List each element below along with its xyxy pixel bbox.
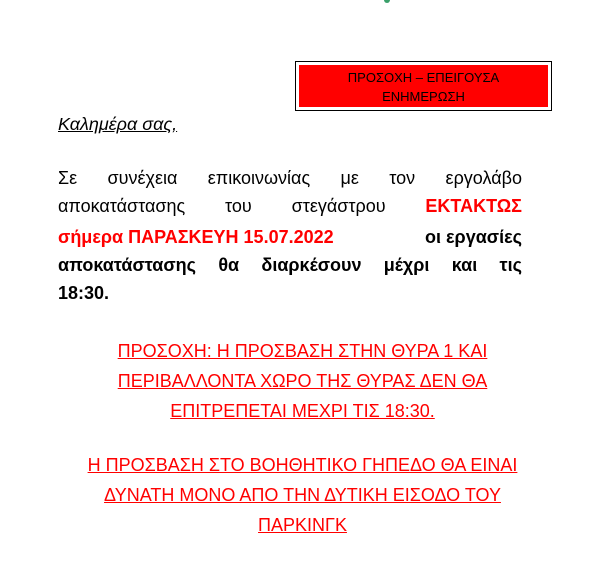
body-line-5 [58, 283, 522, 303]
body-paragraph [58, 168, 522, 303]
body-word: και [451, 255, 478, 275]
end-time: 18:30. [58, 283, 110, 303]
body-line-2 [58, 196, 522, 216]
notice-line: ΠΑΡΚΙΝΓΚ [258, 515, 347, 535]
body-word: του [225, 196, 252, 216]
urgent-notice-fill [299, 65, 548, 107]
notice-line: ΠΕΡΙΒΑΛΛΟΝΤΑ ΧΩΡΟ ΤΗΣ ΘΥΡΑΣ ΔΕΝ ΘΑ [117, 371, 488, 391]
greeting: Καλημέρα σας, [58, 114, 178, 134]
auxiliary-field-notice [20, 450, 585, 540]
notice-line: ΔΥΝΑΤΗ ΜΟΝΟ ΑΠΟ ΤΗΝ ΔΥΤΙΚΗ ΕΙΣΟΔΟ ΤΟΥ [104, 485, 501, 505]
body-word: θα [218, 255, 240, 275]
decorative-accent [384, 0, 390, 3]
notice-line: Η ΠΡΟΣΒΑΣΗ ΣΤΟ ΒΟΗΘΗΤΙΚΟ ΓΗΠΕΔΟ ΘΑ ΕΙΝΑΙ [87, 455, 518, 475]
body-word: επικοινωνίας [207, 168, 311, 188]
body-text: οι εργασίες [425, 227, 522, 247]
urgent-notice-line-2: ΕΝΗΜΕΡΩΣΗ [382, 89, 465, 104]
notice-line: ΠΡΟΣΟΧΗ: Η ΠΡΟΣΒΑΣΗ ΣΤΗΝ ΘΥΡΑ 1 ΚΑΙ [117, 341, 488, 361]
body-word: Σε [58, 168, 78, 188]
body-word: αποκατάστασης [58, 196, 186, 216]
date-highlight: σήμερα ΠΑΡΑΣΚΕΥΗ 15.07.2022 [58, 227, 334, 247]
body-word: αποκατάστασης [58, 255, 197, 275]
urgent-notice-line-1: ΠΡΟΣΟΧΗ – ΕΠΕΙΓΟΥΣΑ [347, 70, 500, 85]
notice-line: ΕΠΙΤΡΕΠΕΤΑΙ ΜΕΧΡΙ ΤΙΣ 18:30. [170, 401, 435, 421]
body-word: συνέχεια [107, 168, 178, 188]
body-word: τον [389, 168, 416, 188]
body-line-3 [58, 227, 522, 247]
body-line-1 [58, 168, 522, 188]
body-word: εργολάβο [445, 168, 522, 188]
body-line-4 [58, 255, 522, 275]
gate-access-notice [20, 336, 585, 426]
urgent-word: ΕΚΤΑΚΤΩΣ [425, 196, 522, 216]
body-word: στεγάστρου [291, 196, 386, 216]
body-word: με [340, 168, 359, 188]
urgent-notice-box [295, 61, 552, 111]
body-word: διαρκέσουν [261, 255, 362, 275]
body-word: μέχρι [383, 255, 430, 275]
body-word: τις [499, 255, 522, 275]
